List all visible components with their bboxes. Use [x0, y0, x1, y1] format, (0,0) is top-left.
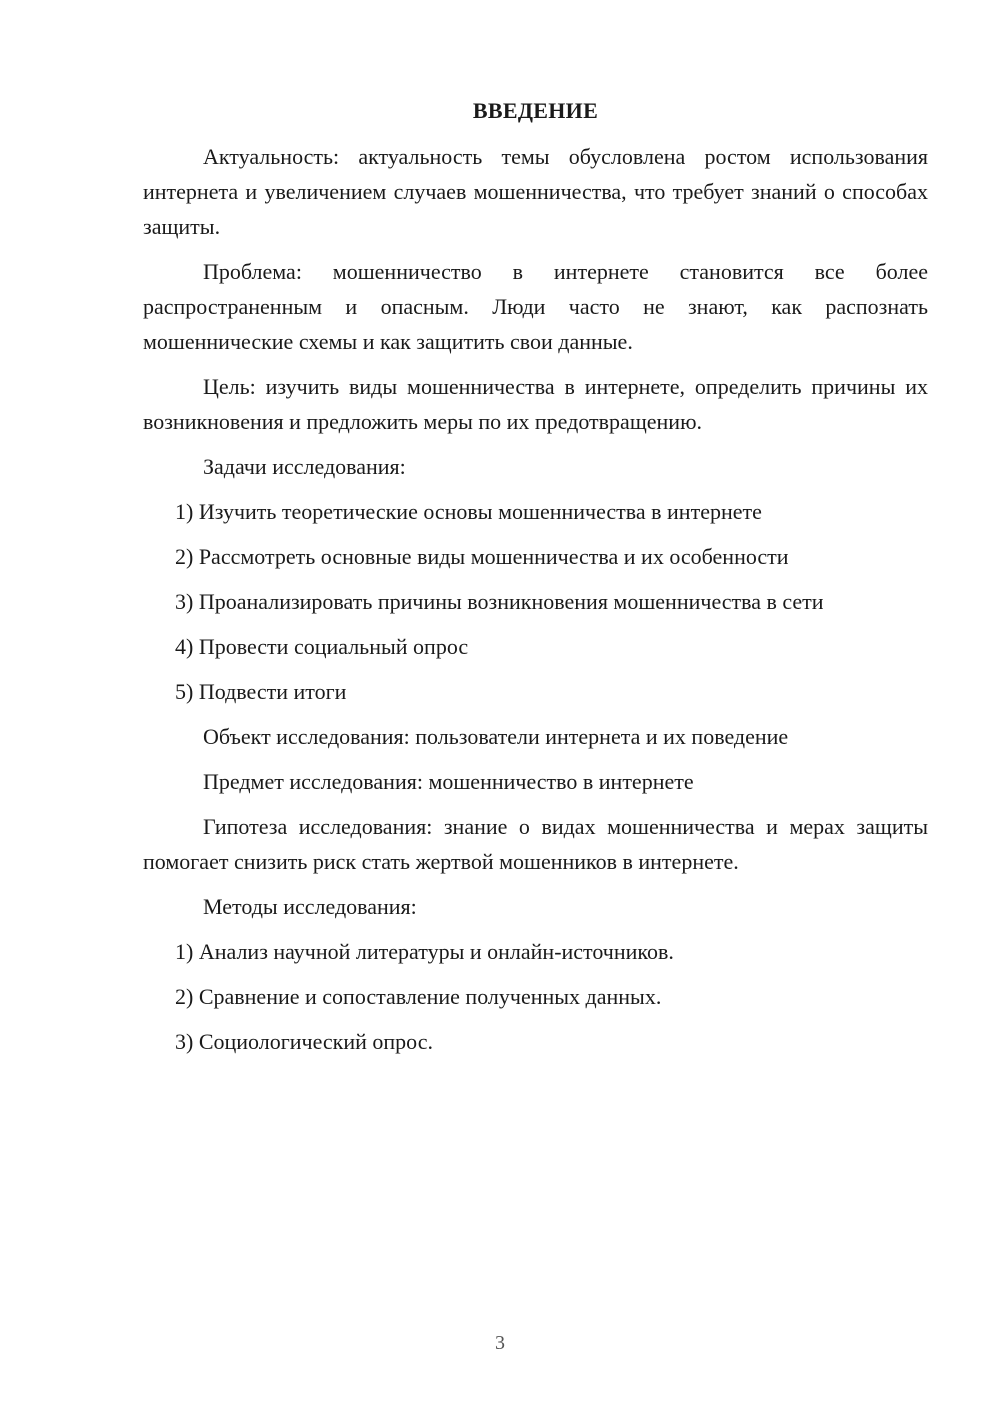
task-item: 3) Проанализировать причины возникновения мошенничества в сети [175, 589, 824, 614]
method-item: 2) Сравнение и сопоставление полученных данных. [175, 984, 662, 1009]
goal-paragraph: Цель: изучить виды мошенничества в интернете, определить причины их возникновения и предложить меры по их предотвращению. [143, 374, 928, 434]
hypothesis-paragraph: Гипотеза исследования: знание о видах мошенничества и мерах защиты помогает снизить риск стать жертвой мошенников в интернете. [143, 814, 928, 874]
research-subject: Предмет исследования: мошенничество в интернете [203, 769, 694, 794]
methods-list [143, 934, 928, 1059]
task-item: 1) Изучить теоретические основы мошенничества в интернете [175, 499, 762, 524]
method-item: 3) Социологический опрос. [175, 1029, 433, 1054]
research-object: Объект исследования: пользователи интернета и их поведение [203, 724, 789, 749]
page-content [143, 96, 928, 1069]
task-item: 2) Рассмотреть основные виды мошенничества и их особенности [175, 544, 789, 569]
methods-heading: Методы исследования: [203, 894, 417, 919]
relevance-paragraph: Актуальность: актуальность темы обусловлена ростом использования интернета и увеличением случаев мошенничества, что требует знаний о способах защиты. [143, 144, 928, 239]
page-number: 3 [495, 1332, 505, 1354]
problem-paragraph: Проблема: мошенничество в интернете становится все более распространенным и опасным. Люди часто не знают, как распознать мошеннические схемы и как защитить свои данные. [143, 259, 928, 354]
tasks-list [143, 494, 928, 709]
task-item: 4) Провести социальный опрос [175, 634, 469, 659]
tasks-heading: Задачи исследования: [203, 454, 406, 479]
section-title: ВВЕДЕНИЕ [472, 98, 599, 123]
task-item: 5) Подвести итоги [175, 679, 347, 704]
method-item: 1) Анализ научной литературы и онлайн-источников. [175, 939, 674, 964]
